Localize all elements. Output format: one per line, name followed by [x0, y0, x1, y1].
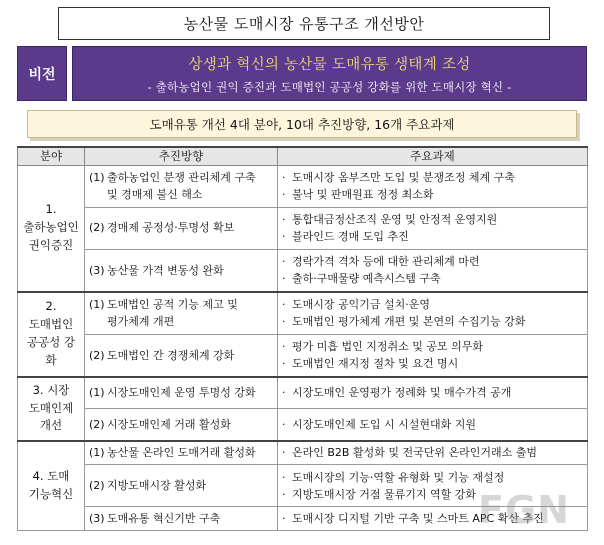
area-label-line: 2.: [45, 299, 57, 314]
bullet-icon: ·: [282, 230, 286, 243]
direction-number: (2): [89, 479, 105, 493]
direction-line: 도매법인 간 경쟁체계 강화: [107, 348, 235, 362]
task-item: [282, 469, 583, 486]
bullet-icon: ·: [282, 512, 286, 526]
task-item: [282, 253, 583, 270]
direction-text: [107, 510, 273, 527]
area-cell: [18, 292, 85, 377]
summary-banner: 도매유통 개선 4대 분야, 10대 추진방향, 16개 주요과제: [27, 110, 577, 138]
task-cell: [278, 165, 588, 207]
task-item: [282, 228, 583, 245]
task-text: 통합대금정산조직 운영 및 안정적 운영지원: [292, 212, 498, 226]
area-label-line: 권익증진: [28, 237, 74, 252]
task-item: [282, 384, 583, 401]
task-item: [282, 313, 583, 330]
table-row: [18, 207, 588, 249]
task-cell: [278, 409, 588, 441]
direction-text: [107, 169, 273, 203]
direction-line: 지방도매시장 활성화: [107, 479, 207, 493]
direction-cell: [85, 334, 278, 377]
vision-label: 비전: [17, 46, 67, 101]
direction-text: [107, 347, 273, 364]
task-text: 도매시장 디지털 기반 구축 및 스마트 APC 확산 추진: [292, 512, 544, 526]
task-text: 불낙 및 판매원표 정정 최소화: [292, 188, 434, 201]
direction-number: (1): [89, 446, 105, 460]
task-item: [282, 416, 583, 433]
area-cell: [18, 377, 85, 441]
task-item: [282, 510, 583, 527]
task-item: [282, 211, 583, 228]
direction-line: 도매법인 공적 기능 제고 및: [107, 298, 238, 312]
direction-cell: [85, 441, 278, 465]
area-label-line: 도매법인: [28, 317, 74, 332]
policy-table: [17, 146, 588, 531]
direction-number: (2): [89, 417, 105, 431]
direction-cell: [85, 207, 278, 249]
bullet-icon: ·: [282, 188, 286, 201]
bullet-icon: ·: [282, 417, 286, 431]
direction-text: [107, 384, 273, 401]
bullet-icon: ·: [282, 315, 286, 329]
bullet-icon: ·: [282, 386, 286, 400]
bullet-icon: ·: [282, 340, 286, 354]
task-text: 지방도매시장 거점 물류기지 역할 강화: [292, 487, 477, 501]
area-label-line: 1.: [45, 202, 57, 217]
bullet-icon: ·: [282, 298, 286, 312]
task-item: [282, 355, 583, 372]
direction-number: (1): [89, 298, 105, 312]
area-cell: [18, 441, 85, 531]
task-text: 도매시장의 기능·역할 유형화 및 기능 재설정: [292, 470, 505, 484]
task-cell: [278, 377, 588, 409]
vision-banner: [72, 46, 587, 101]
area-label-line: 기능혁신: [28, 486, 74, 501]
direction-number: (2): [89, 348, 105, 362]
task-cell: [278, 207, 588, 249]
area-label-line: 4. 도매: [32, 468, 70, 483]
table-row: [18, 465, 588, 507]
direction-number: (2): [89, 221, 105, 235]
direction-text: [107, 219, 273, 236]
direction-cell: [85, 249, 278, 292]
direction-text: [107, 444, 273, 461]
header-direction: 추진방향: [85, 147, 278, 165]
table-row: [18, 377, 588, 409]
task-item: [282, 186, 583, 203]
direction-line: 농산물 가격 변동성 완화: [107, 263, 224, 277]
vision-main-text: 상생과 혁신의 농산물 도매유통 생태계 조성: [188, 56, 471, 73]
area-label-line: 출하농업인: [23, 220, 79, 235]
table-row: [18, 409, 588, 441]
bullet-icon: ·: [282, 212, 286, 226]
direction-number: (3): [89, 263, 105, 277]
area-label-line: 공공성 강화: [26, 335, 76, 367]
task-text: 경락가격 격차 등에 대한 관리체계 마련: [292, 254, 480, 268]
area-label-line: 3. 시장: [32, 382, 70, 397]
task-cell: [278, 465, 588, 507]
direction-cell: [85, 377, 278, 409]
bullet-icon: ·: [282, 272, 286, 286]
direction-line: 경매제 공정성·투명성 확보: [107, 221, 235, 235]
bullet-icon: ·: [282, 254, 286, 268]
task-cell: [278, 441, 588, 465]
direction-text: [107, 477, 273, 494]
task-text: 시장도매인 운영평가 정례화 및 매수가격 공개: [292, 386, 512, 400]
watermark-logo: FGN: [478, 488, 570, 532]
direction-line: 출하농업인 분쟁 관리체계 구축: [107, 170, 256, 184]
direction-number: (3): [89, 512, 105, 526]
table-header-row: [18, 147, 588, 165]
direction-line: 시장도매인제 운영 투명성 강화: [107, 386, 256, 400]
direction-cell: [85, 165, 278, 207]
header-area: 분야: [18, 147, 85, 165]
direction-text: [107, 416, 273, 433]
bullet-icon: ·: [282, 357, 286, 371]
area-label-line: 개선: [39, 418, 63, 433]
vision-sub-text: - 출하농업인 권익 증진과 도매법인 공공성 강화를 위한 도매시장 혁신 -: [147, 79, 512, 94]
bullet-icon: ·: [282, 446, 286, 460]
task-text: 블라인드 경매 도입 추진: [292, 230, 409, 243]
bullet-icon: ·: [282, 487, 286, 501]
task-item: [282, 169, 583, 186]
direction-line: 평가체계 개편: [107, 315, 175, 329]
task-cell: [278, 507, 588, 531]
task-text: 온라인 B2B 활성화 및 전국단위 온라인거래소 출범: [292, 446, 537, 460]
table-row: [18, 249, 588, 292]
direction-line: 시장도매인제 거래 활성화: [107, 417, 231, 431]
task-cell: [278, 334, 588, 377]
bullet-icon: ·: [282, 470, 286, 484]
direction-cell: [85, 507, 278, 531]
direction-number: (1): [89, 386, 105, 400]
area-cell: [18, 165, 85, 292]
bullet-icon: ·: [282, 170, 286, 184]
task-text: 도매법인 재지정 절차 및 요건 명시: [292, 357, 459, 371]
table-row: [18, 441, 588, 465]
direction-text: [107, 262, 273, 279]
direction-text: [107, 296, 273, 330]
task-text: 시장도매인제 도입 시 시설현대화 지원: [292, 417, 477, 431]
task-item: [282, 270, 583, 287]
task-text: 출하·구매물량 예측시스템 구축: [292, 272, 441, 286]
task-item: [282, 486, 583, 503]
table-row: [18, 165, 588, 207]
header-task: 주요과제: [278, 147, 588, 165]
task-item: [282, 338, 583, 355]
task-text: 도매법인 평가체계 개편 및 본연의 수집기능 강화: [292, 315, 526, 329]
direction-number: (1): [89, 170, 105, 184]
task-text: 도매시장 공익기금 설치·운영: [292, 298, 431, 312]
direction-cell: [85, 465, 278, 507]
direction-line: 농산물 온라인 도매거래 활성화: [107, 446, 256, 460]
direction-cell: [85, 292, 278, 335]
task-item: [282, 296, 583, 313]
direction-line: 도매유통 혁신기반 구축: [107, 512, 221, 526]
page-title: 농산물 도매시장 유통구조 개선방안: [58, 7, 550, 40]
table-row: [18, 292, 588, 335]
task-item: [282, 444, 583, 461]
direction-line: 및 경매제 불신 해소: [107, 188, 203, 201]
task-cell: [278, 249, 588, 292]
task-text: 평가 미흡 법인 지정취소 및 공모 의무화: [292, 340, 483, 354]
task-text: 도매시장 옴부즈만 도입 및 분쟁조정 체계 구축: [292, 170, 515, 184]
task-cell: [278, 292, 588, 335]
direction-cell: [85, 409, 278, 441]
table-row: [18, 334, 588, 377]
table-row: [18, 507, 588, 531]
area-label-line: 도매인제: [28, 400, 74, 415]
